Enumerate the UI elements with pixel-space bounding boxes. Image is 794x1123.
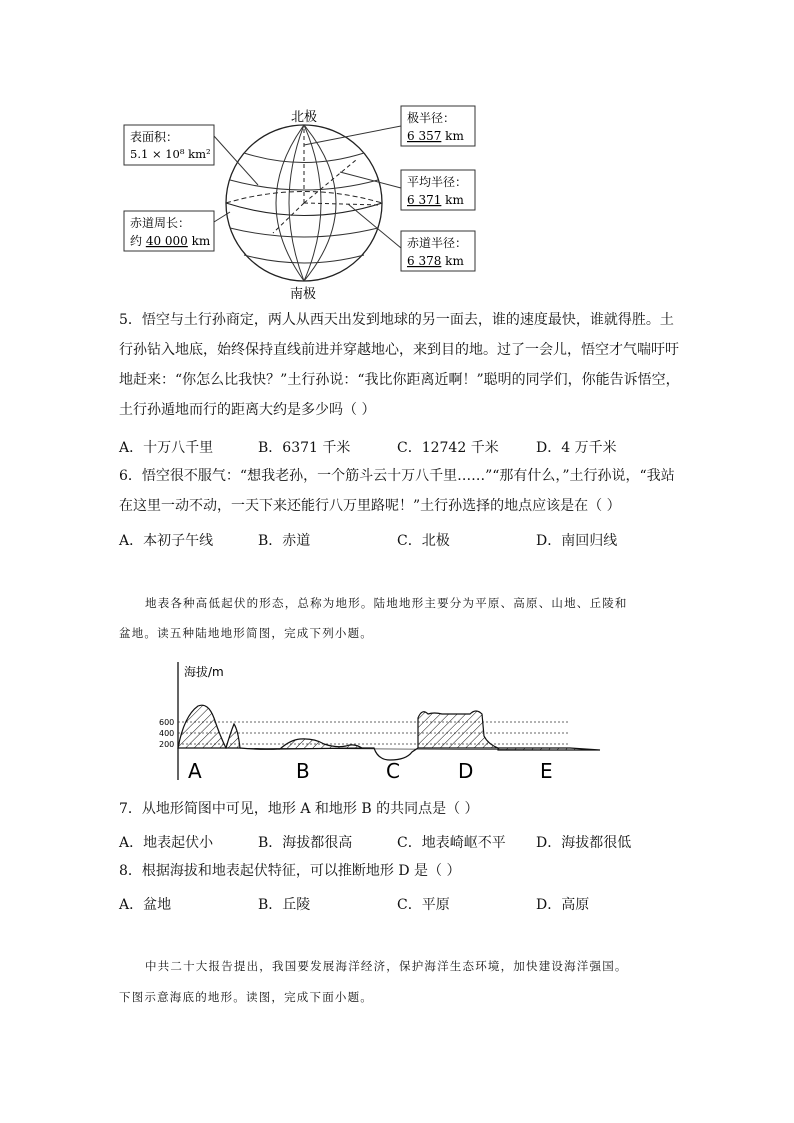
question-7-stem: 7．从地形简图中可见，地形 A 和地形 B 的共同点是（ ） (119, 801, 479, 817)
q7-option-c[interactable]: C．地表崎岖不平 (397, 835, 506, 851)
q7-option-a[interactable]: A．地表起伏小 (119, 835, 214, 851)
q5-option-c[interactable]: C．12742 千米 (397, 440, 499, 456)
landform-d-plateau (418, 711, 498, 748)
polar-radius-line: 6 357 km (407, 129, 464, 143)
tick-600: 600 (159, 718, 175, 727)
equatorial-radius-label: 赤道半径： (407, 236, 468, 250)
label-b: B (296, 759, 310, 783)
label-c: C (386, 759, 400, 783)
q8-option-b[interactable]: B．丘陵 (258, 897, 311, 913)
tick-400: 400 (159, 729, 175, 738)
equator-line (226, 203, 382, 216)
label-e: E (540, 759, 553, 783)
south-pole-label: 南极 (290, 287, 317, 302)
q6-option-a[interactable]: A．本初子午线 (119, 533, 214, 549)
q7-option-b[interactable]: B．海拔都很高 (258, 835, 353, 851)
q7-option-d[interactable]: D．海拔都很低 (536, 835, 632, 851)
ocean-intro-line-2: 下图示意海底的地形。读图，完成下面小题。 (119, 990, 373, 1004)
q5-option-b[interactable]: B．6371 千米 (258, 440, 351, 456)
q8-option-c[interactable]: C．平原 (397, 897, 450, 913)
equator-length-line: 约 40 000 km (130, 234, 211, 248)
q5-option-a[interactable]: A．十万八千里 (119, 440, 214, 456)
q6-option-d[interactable]: D．南回归线 (536, 533, 618, 549)
landform-profile-figure (150, 656, 610, 788)
mean-radius-line: 6 371 km (407, 193, 464, 207)
surface-area-label: 表面积： (130, 130, 179, 144)
equatorial-radius-line: 6 378 km (407, 254, 464, 268)
equator-length-label: 赤道周长： (130, 216, 191, 230)
q5-option-d[interactable]: D．4 万千米 (536, 440, 617, 456)
mean-radius-label: 平均半径： (407, 175, 468, 189)
q6-option-c[interactable]: C．北极 (397, 533, 450, 549)
q8-option-a[interactable]: A．盆地 (119, 897, 172, 913)
y-axis-title: 海拔/m (184, 665, 224, 679)
landform-intro-line-2: 盆地。读五种陆地地形简图，完成下列小题。 (119, 626, 373, 640)
landform-a-mountain (178, 705, 226, 748)
question-6-stem: 6．悟空很不服气：“想我老孙，一个筋斗云十万八千里……”“那有什么，”土行孙说，“我站 在这里一动不动，一天下来还能行八万里路呢！”土行孙选择的地点应该是在（ ） (119, 468, 675, 514)
landform-intro-line-1: 地表各种高低起伏的形态，总称为地形。陆地地形主要分为平原、高原、山地、丘陵和 (145, 596, 628, 610)
north-pole-label: 北极 (291, 110, 318, 125)
question-5-stem: 5．悟空与土行孙商定，两人从西天出发到地球的另一面去，谁的速度最快，谁就得胜。土 行孙钻入地底，始终保持直线前进并穿越地心，来到目的地。过了一会儿，悟空才气喘吁吁 地赶来：“你怎么比我快？”土行孙说：“我比你距离近啊！”聪明的同学们，你能告诉悟空， 土行孙遁地而行的距离大约是多少吗（ ） (119, 312, 680, 418)
label-d: D (458, 759, 474, 783)
landform-b-hills (280, 739, 362, 749)
question-8-stem: 8．根据海拔和地表起伏特征，可以推断地形 D 是（ ） (119, 863, 461, 879)
tick-200: 200 (159, 740, 175, 749)
ocean-intro-line-1: 中共二十大报告提出，我国要发展海洋经济，保护海洋生态环境，加快建设海洋强国。 (145, 959, 628, 973)
q6-option-b[interactable]: B．赤道 (258, 533, 311, 549)
polar-radius-label: 极半径： (407, 111, 456, 125)
q8-option-d[interactable]: D．高原 (536, 897, 590, 913)
surface-area-value: 5.1 × 10⁸ km² (130, 147, 211, 161)
label-a: A (188, 759, 202, 783)
earth-dimensions-figure (118, 100, 482, 302)
